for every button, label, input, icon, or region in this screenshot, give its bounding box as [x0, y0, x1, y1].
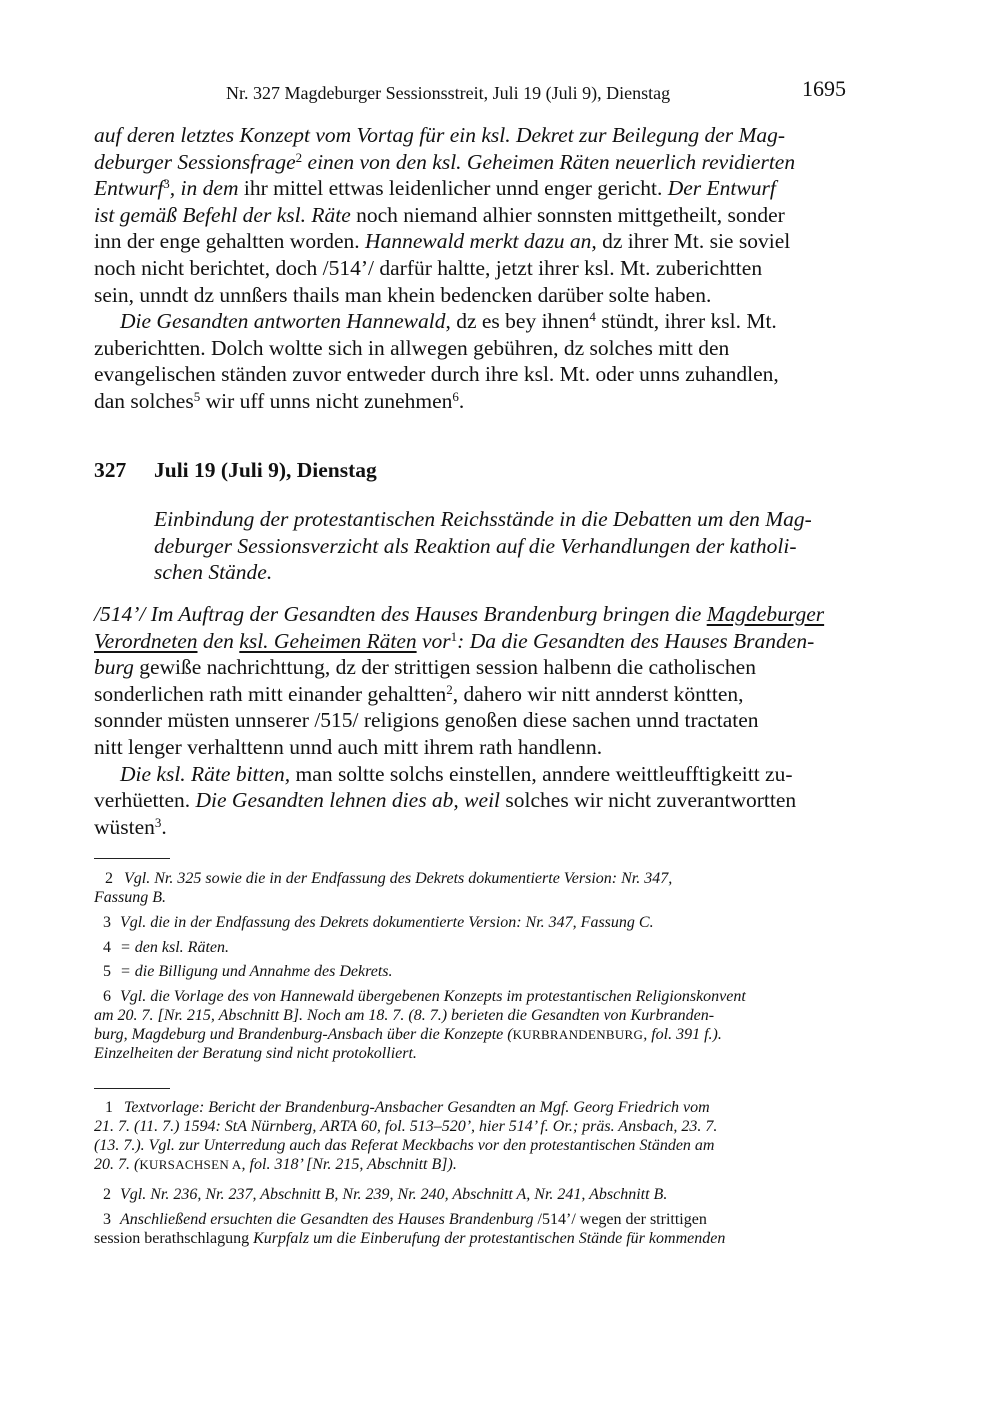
footnote-b-3: 3 Anschließend ersuchten die Gesandten des Hauses Brandenburg /514’/ wegen der strittigen session berathschlagung Kurpfalz um die Einberufung der protestantischen Stände für kommenden [94, 1211, 726, 1247]
footnote-b-1: 1 Textvorlage: Bericht der Brandenburg-Ansbacher Gesandten an Mgf. Georg Friedrich vom 21. 7. (11. 7.) 1594: StA Nürnberg, ARTA 60, fol. 513–520’, hier 514’ f. Or.; präs. Ansbach, 23. 7. (13. 7.). Vgl. zur Unterredung auch das Referat Meckbachs vor den protestantischen Ständen am 20. 7. (KURSACHSEN A, fol. 318’ [Nr. 215, Abschnitt B]). [94, 1099, 718, 1173]
document-body [94, 601, 846, 840]
document-date: Juli 19 (Juli 9), Dienstag [154, 458, 377, 482]
body-paragraph-1: /514’/ Im Auftrag der Gesandten des Hauses Brandenburg bringen die Magdeburger Verordneten den ksl. Geheimen Räten vor$^1$: Da die Gesandten des Hauses Branden- burg gewiße nachrichttung, dz der strittigen session halbenn die catholischen sonderlichen rath mitt einander gehaltten$^2$, dahero wir nitt annderst köntten, sonnder müsten unnserer /515/ religions genoßen diese sachen unnd tractaten nitt lenger verhalttenn unnd auch mitt ihrem rath handlenn. [94, 602, 825, 759]
document-heading [94, 456, 377, 484]
continuation-text [94, 122, 846, 415]
page-number: 1695 [802, 76, 846, 101]
paragraph-1: auf deren letztes Konzept vom Vortag für ein ksl. Dekret zur Beilegung der Mag- deburger Sessionsfrage$^2$ einen von den ksl. Geheimen Räten neuerlich revidierten Entwurf$^3$, in dem ihr mittel ettwas leidenlicher unnd enger gericht. Der Entwurf ist gemäß Befehl der ksl. Räte noch niemand alhier sonnsten mittgetheilt, sonder inn der enge gehaltten worden. Hannewald merkt dazu an, dz ihrer Mt. sie soviel noch nicht berichtet, doch /514’/ darfür haltte, jetzt ihrer ksl. Mt. zuberichtten sein, unndt dz unnßers thails man khein bedencken darüber solte haben. [94, 123, 796, 307]
footnote-a-5: 5 = die Billigung und Annahme des Dekrets. [103, 963, 393, 980]
running-head-title: Nr. 327 Magdeburger Sessionsstreit, Juli 19 (Juli 9), Dienstag [226, 83, 671, 103]
body-paragraph-2: Die ksl. Räte bitten, man soltte solchs einstellen, anndere weittleufftigkeitt zu- verhüetten. Die Gesandten lehnen dies ab, weil solches wir nicht zuverantwortten wüsten$^3$. [94, 761, 797, 839]
footnote-a-4: 4 = den ksl. Räten. [103, 939, 229, 956]
footnote-a-6: 6 Vgl. die Vorlage des von Hannewald übergebenen Konzepts im protestantischen Religionskonvent am 20. 7. [Nr. 215, Abschnitt B]. Noch am 18. 7. (8. 7.) berieten die Gesandten von Kurbranden- burg, Magdeburg und Brandenburg-Ansbach über die Konzepte (KURBRANDENBURG, fol. 391 f.). Einzelheiten der Beratung sind nicht protokolliert. [94, 988, 746, 1062]
document-regest: Einbindung der protestantischen Reichsstände in die Debatten um den Mag- deburger Sessionsverzicht als Reaktion auf die Verhandlungen der katholi- schen Stände. [154, 507, 812, 585]
document-number: 327 [94, 458, 127, 482]
footnote-b-2: 2 Vgl. Nr. 236, Nr. 237, Abschnitt B, Nr. 239, Nr. 240, Abschnitt A, Nr. 241, Abschnitt B. [103, 1186, 668, 1203]
footnote-rule-a [94, 858, 170, 859]
footnote-a-2: 2 Vgl. Nr. 325 sowie die in der Endfassung des Dekrets dokumentierte Version: Nr. 347, Fassung B. [94, 870, 673, 906]
footnote-a-3: 3 Vgl. die in der Endfassung des Dekrets dokumentierte Version: Nr. 347, Fassung C. [103, 914, 654, 931]
footnote-rule-b [94, 1088, 170, 1089]
paragraph-2: Die Gesandten antworten Hannewald, dz es bey ihnen$^4$ stündt, ihrer ksl. Mt. zuberichtten. Dolch woltte sich in allwegen gebühren, dz solches mitt den evangelischen ständen zuvor entweder durch ihre ksl. Mt. oder unns zuhandlen, dan solches$^5$ wir uff unns nicht zunehmen$^6$. [94, 309, 779, 413]
